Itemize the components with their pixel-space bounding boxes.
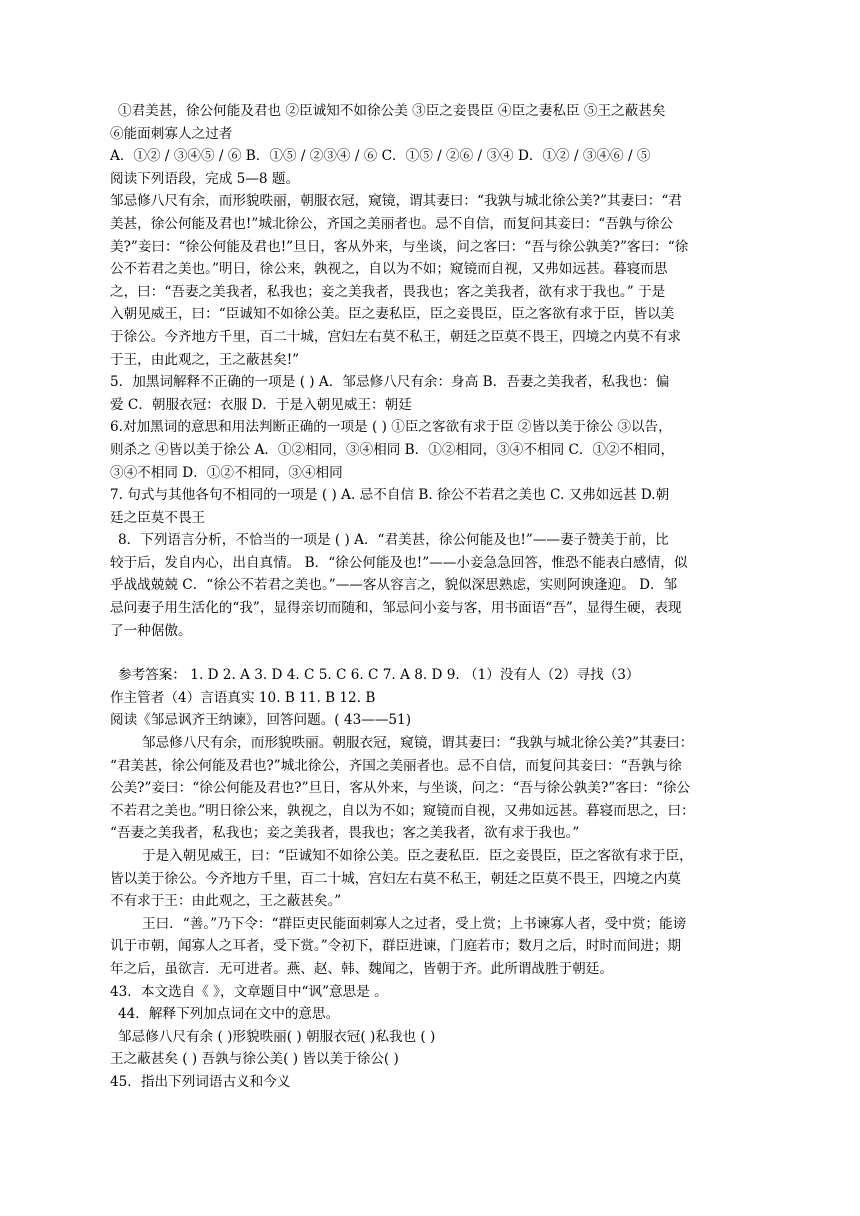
- text-line: ①君美甚，徐公何能及君也 ②臣诚知不如徐公美 ③臣之妾畏臣 ④臣之妻私臣 ⑤王之蔽甚矣: [118, 103, 666, 119]
- text-line: 43．本文选自《 》，文章题目中“讽”意思是 。: [110, 983, 388, 1000]
- text-line: 作主管者（4）言语真实 10. B 11. B 12. B: [110, 689, 376, 706]
- text-line: 45．指出下列词语古义和今义: [110, 1073, 291, 1090]
- text-line: ③④不相同 D．①②不相同，③④相同: [110, 464, 343, 481]
- text-line: 阅读下列语段，完成 5—8 题。: [110, 170, 300, 187]
- text-line: 8．下列语言分析，不恰当的一项是 ( ) A．“君美甚，徐公何能及也!”——妻子赞美于前，比: [118, 532, 669, 549]
- text-line: 44．解释下列加点词在文中的意思。: [118, 1006, 340, 1023]
- text-line: 7. 句式与其他各句不相同的一项是 ( ) A. 忌不自信 B. 徐公不若君之美也 C. 又弗如远甚 D.朝: [110, 487, 670, 504]
- text-line: 于是入朝见威王，曰：“臣诚知不如徐公美。臣之妻私臣．臣之妾畏臣，臣之客欲有求于臣，: [142, 848, 693, 864]
- text-line: “吾妻之美我者，私我也；妾之美我者，畏我也；客之美我者，欲有求于我也。”: [110, 825, 580, 842]
- blank-line: [110, 642, 760, 664]
- text-line: 公美?”妾曰：“徐公何能及君也?”旦日，客从外来，与坐谈，问之：“吾与徐公孰美?”客曰：“徐公: [110, 780, 691, 797]
- text-line: 年之后，虽欲言．无可进者。燕、赵、韩、魏闻之，皆朝于齐。此所谓战胜于朝廷。: [110, 960, 613, 977]
- text-line: 王之蔽甚矣 ( ) 吾孰与徐公美( ) 皆以美于徐公( ): [110, 1051, 399, 1068]
- document-body: [110, 100, 760, 1094]
- text-line: 参考答案： 1. D 2. A 3. D 4. C 5. C 6. C 7. A 8. D 9. （1）没有人（2）寻找（3）: [118, 667, 640, 684]
- text-line: 皆以美于徐公。今齐地方千里，百二十城，宫妇左右莫不私王，朝廷之臣莫不畏王，四境之内莫: [110, 870, 681, 887]
- text-line: 不有求于王：由此观之，王之蔽甚矣。”: [110, 893, 342, 910]
- text-line: 较于后，发自内心，出自真情。 B．“徐公何能及也!”——小妾急急回答，惟恐不能表白感情，似: [110, 554, 688, 571]
- text-line: 讥于市朝，闻寡人之耳者，受下赏。”令初下，群臣进谏，门庭若市；数月之后，时时而间进；期: [110, 938, 682, 955]
- text-line: 则杀之 ④皆以美于徐公 A．①②相同，③④相同 B．①②相同，③④不相同 C．①②不相同，: [110, 441, 675, 458]
- text-line: A．①② / ③④⑤ / ⑥ B．①⑤ / ②③④ / ⑥ C．①⑤ / ②⑥ / ③④ D．①② / ③④⑥ / ⑤: [110, 148, 651, 165]
- text-line: 了一种倨傲。: [110, 622, 192, 639]
- text-line: 阅读《邹忌讽齐王纳谏》，回答问题。( 43——51): [110, 712, 412, 729]
- text-line: 邹忌修八尺有余，而形貌昳丽，朝服衣冠，窥镜，谓其妻曰：“我孰与城北徐公美?”其妻曰：“君: [110, 193, 682, 210]
- text-line: 美甚，徐公何能及君也!”城北徐公，齐国之美丽者也。忌不自信，而复问其妾曰：“吾孰与徐公: [110, 215, 674, 232]
- text-line: ⑥能面刺寡人之过者: [110, 125, 233, 142]
- text-line: 廷之臣莫不畏王: [110, 509, 206, 526]
- text-line: 于王，由此观之，王之蔽甚矣!”: [110, 351, 300, 368]
- text-line: 忌问妻子用生活化的“我”，显得亲切而随和，邹忌问小妾与客，用书面语“吾”，显得生硬，表现: [110, 600, 682, 617]
- text-line: 乎战战兢兢 C．“徐公不若君之美也。”——客从容言之，貌似深思熟虑，实则阿谀逢迎。 D．邹: [110, 577, 678, 594]
- text-line: 于徐公。今齐地方千里，百二十城，宫妇左右莫不私王，朝廷之臣莫不畏王，四境之内莫不有求: [110, 328, 681, 345]
- text-line: 之，曰：“吾妻之美我者，私我也；妾之美我者，畏我也；客之美我者，欲有求于我也。” 于是: [110, 283, 666, 300]
- text-line: 邹忌修八尺有余 ( )形貌昳丽( ) 朝服衣冠( )私我也 ( ): [118, 1028, 436, 1045]
- text-line: 王曰．“善。”乃下令：“群臣吏民能面刺寡人之过者，受上赏；上书谏寡人者，受中赏；能谤: [142, 915, 687, 932]
- text-line: 美?”妾曰：“徐公何能及君也!”旦日，客从外来，与坐谈，问之客曰：“吾与徐公孰美?”客曰：“徐: [110, 238, 689, 255]
- text-line: 公不若君之美也。”明日，徐公来，孰视之，自以为不如；窥镜而自视，又弗如远甚。暮寝而思: [110, 261, 668, 278]
- text-line: 爱 C．朝服衣冠：衣服 D．于是入朝见威王：朝廷: [110, 396, 412, 413]
- text-line: 不若君之美也。”明日徐公来，孰视之，自以为不如；窥镜而自视，又弗如远甚。暮寝而思之，曰：: [110, 802, 695, 819]
- text-line: 6.对加黑词的意思和用法判断正确的一项是 ( ) ①臣之客欲有求于臣 ②皆以美于徐公 ③以告，: [110, 419, 672, 436]
- text-line: “君美甚，徐公何能及君也?”城北徐公，齐国之美丽者也。忌不自信，而复问其妾曰：“吾孰与徐: [110, 757, 682, 774]
- text-line: 5．加黑词解释不正确的一项是 ( ) A．邹忌修八尺有余：身高 B．吾妻之美我者，私我也：偏: [110, 374, 670, 391]
- text-line: 入朝见威王，曰：“臣诚知不如徐公美。臣之妻私臣，臣之妾畏臣，臣之客欲有求于臣，皆以美: [110, 306, 675, 323]
- text-line: 邹忌修八尺有余，而形貌昳丽。朝服衣冠，窥镜，谓其妻曰：“我孰与城北徐公美?”其妻曰：: [142, 735, 694, 752]
